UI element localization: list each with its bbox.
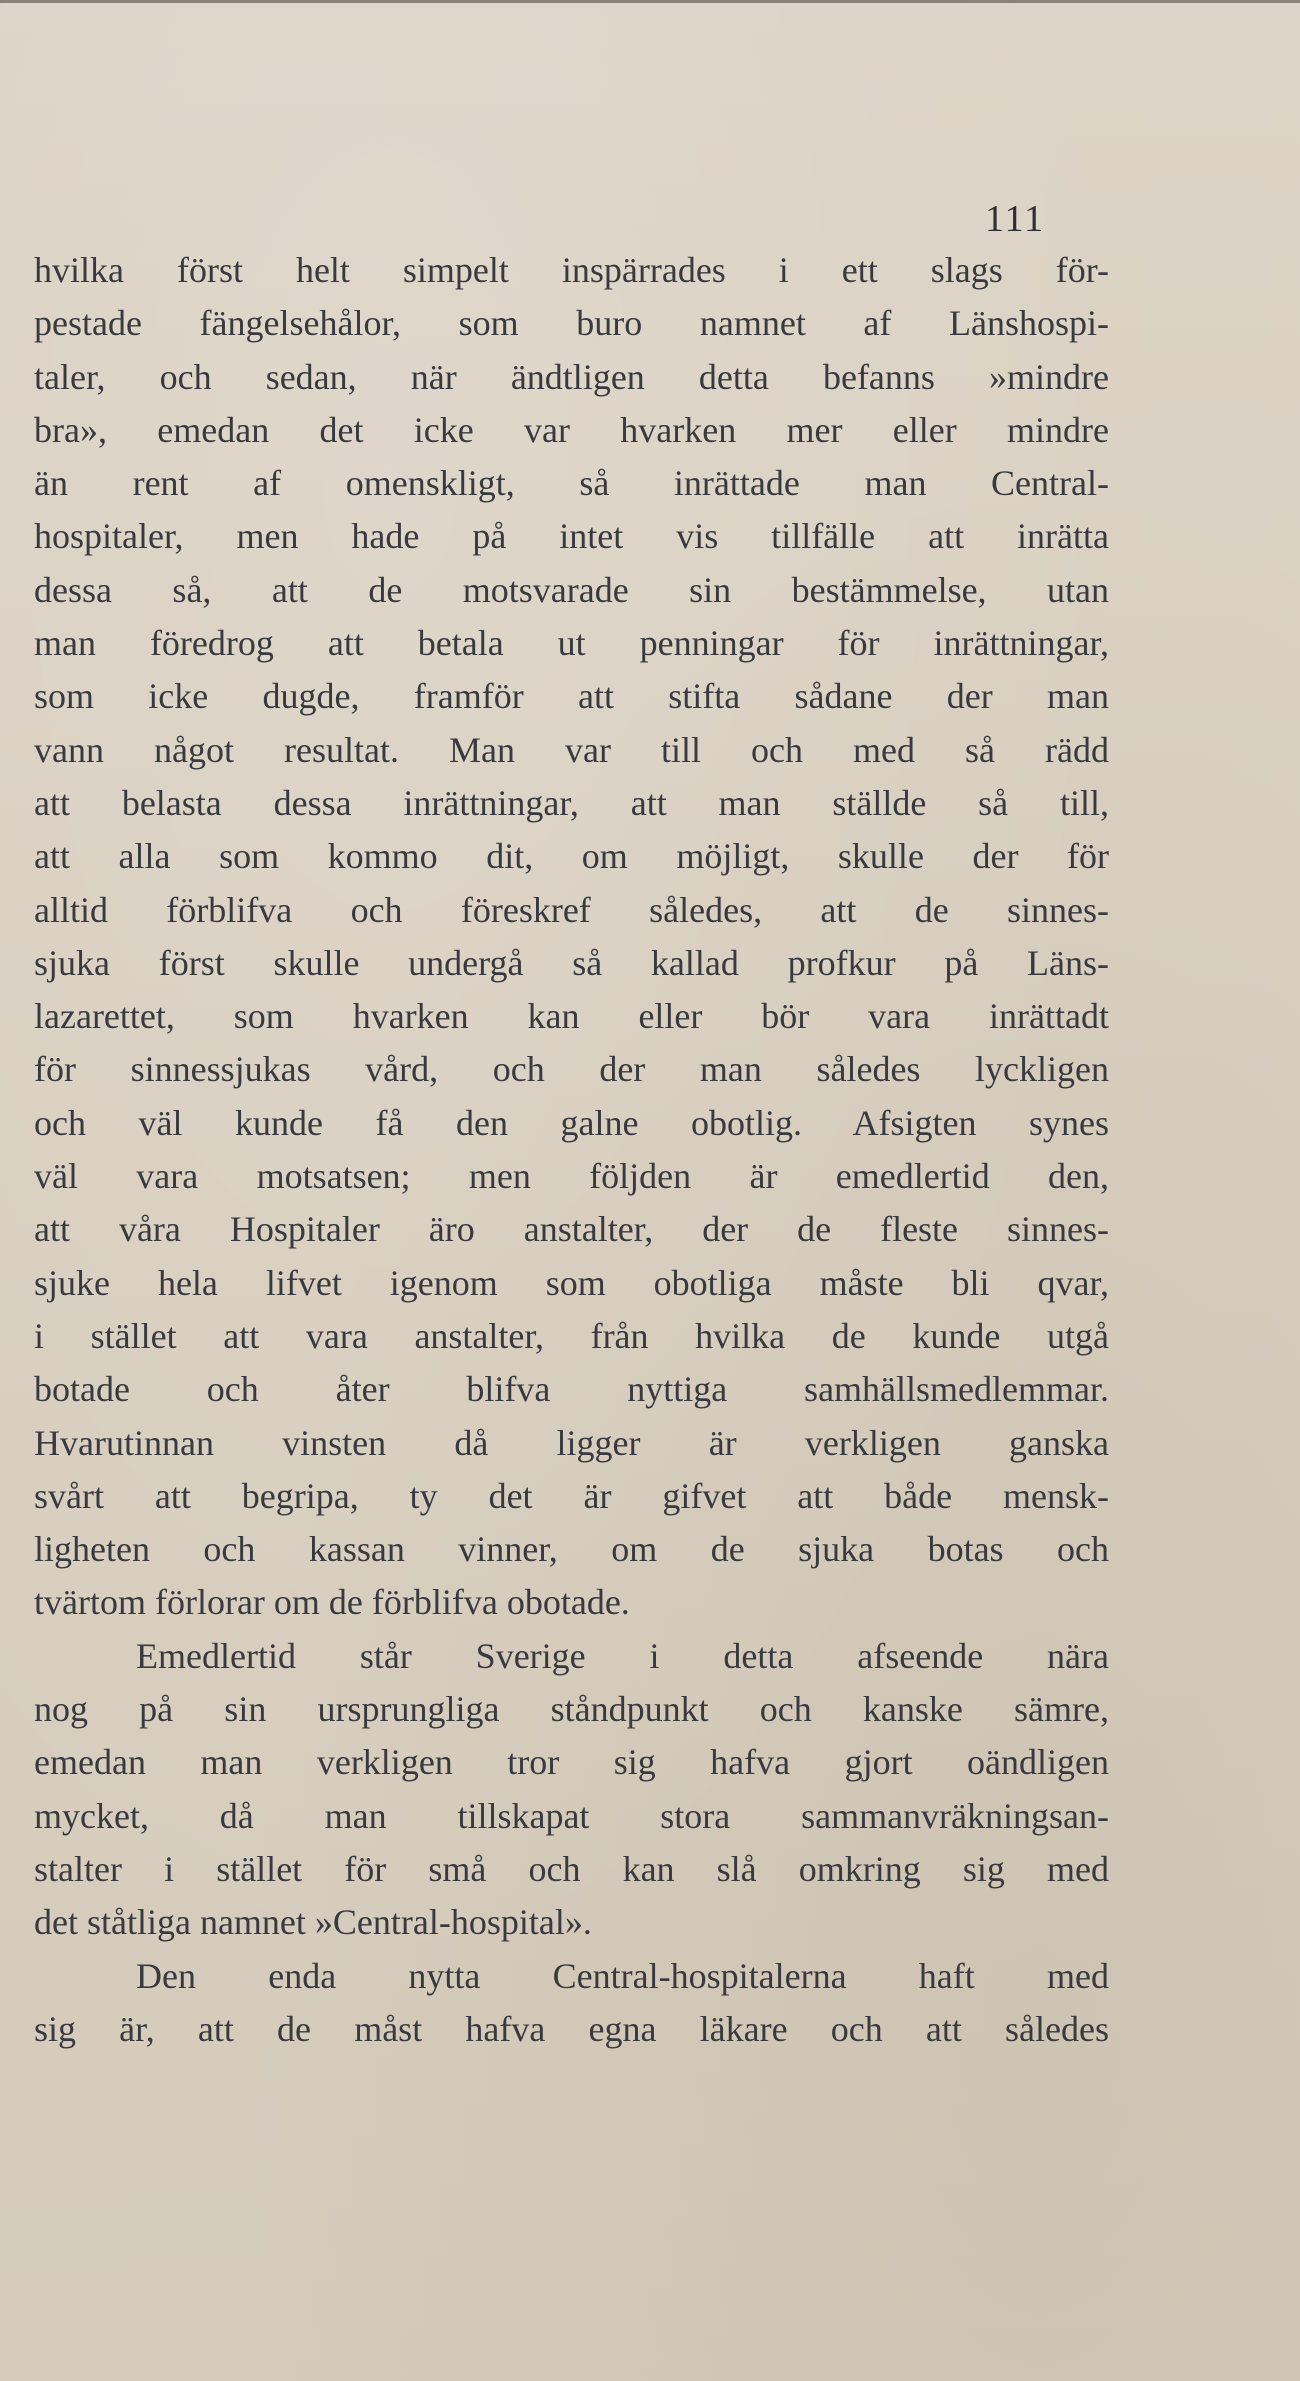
text-line: taler, och sedan, när ändtligen detta befanns »mindre: [34, 356, 1109, 397]
text-line: emedan man verkligen tror sig hafva gjort oändligen: [34, 1742, 1109, 1783]
text-line: pestade fängelsehålor, som buro namnet af Länshospi-: [34, 303, 1109, 344]
text-line: man föredrog att betala ut penningar för inrättningar,: [34, 623, 1109, 664]
text-line: svårt att begripa, ty det är gifvet att både mensk-: [34, 1475, 1109, 1516]
text-line: lazarettet, som hvarken kan eller bör vara inrättadt: [34, 996, 1109, 1037]
text-line: botade och åter blifva nyttiga samhällsmedlemmar.: [34, 1369, 1109, 1410]
page-edge-rule: [0, 0, 1300, 3]
text-line: att våra Hospitaler äro anstalter, der de fleste sinnes-: [34, 1209, 1109, 1250]
text-line: Hvarutinnan vinsten då ligger är verkligen ganska: [34, 1422, 1109, 1463]
text-line: det ståtliga namnet »Central-hospital».: [34, 1902, 592, 1943]
text-line: nog på sin ursprungliga ståndpunkt och kanske sämre,: [34, 1689, 1109, 1730]
text-line: än rent af omenskligt, så inrättade man Central-: [34, 463, 1109, 504]
body-text: [34, 244, 1109, 2056]
text-line: väl vara motsatsen; men följden är emedlertid den,: [34, 1156, 1109, 1197]
text-line: Den enda nytta Central-hospitalerna haft med: [136, 1955, 1109, 1996]
text-line: sig är, att de måst hafva egna läkare och att således: [34, 2008, 1109, 2049]
text-line: ligheten och kassan vinner, om de sjuka botas och: [34, 1529, 1109, 1570]
text-line: sjuka först skulle undergå så kallad profkur på Läns-: [34, 942, 1109, 983]
text-line: hospitaler, men hade på intet vis tillfälle att inrätta: [34, 516, 1109, 557]
text-line: att belasta dessa inrättningar, att man ställde så till,: [34, 782, 1109, 823]
page-number: 111: [985, 198, 1046, 240]
text-line: sjuke hela lifvet igenom som obotliga måste bli qvar,: [34, 1262, 1109, 1303]
text-line: att alla som kommo dit, om möjligt, skulle der för: [34, 836, 1109, 877]
text-line: bra», emedan det icke var hvarken mer eller mindre: [34, 409, 1109, 450]
text-line: Emedlertid står Sverige i detta afseende nära: [136, 1635, 1109, 1676]
text-line: mycket, då man tillskapat stora sammanvräkningsan-: [34, 1795, 1109, 1836]
text-line: tvärtom förlorar om de förblifva obotade.: [34, 1582, 630, 1623]
text-line: dessa så, att de motsvarade sin bestämmelse, utan: [34, 569, 1109, 610]
text-line: och väl kunde få den galne obotlig. Afsigten synes: [34, 1102, 1109, 1143]
text-line: stalter i stället för små och kan slå omkring sig med: [34, 1848, 1109, 1889]
text-line: alltid förblifva och föreskref således, att de sinnes-: [34, 889, 1109, 930]
text-line: i stället att vara anstalter, från hvilka de kunde utgå: [34, 1315, 1109, 1356]
text-line: vann något resultat. Man var till och med så rädd: [34, 729, 1109, 770]
text-line: för sinnessjukas vård, och der man således lyckligen: [34, 1049, 1109, 1090]
text-line: som icke dugde, framför att stifta sådane der man: [34, 676, 1109, 717]
text-line: hvilka först helt simpelt inspärrades i ett slags för-: [34, 250, 1109, 290]
